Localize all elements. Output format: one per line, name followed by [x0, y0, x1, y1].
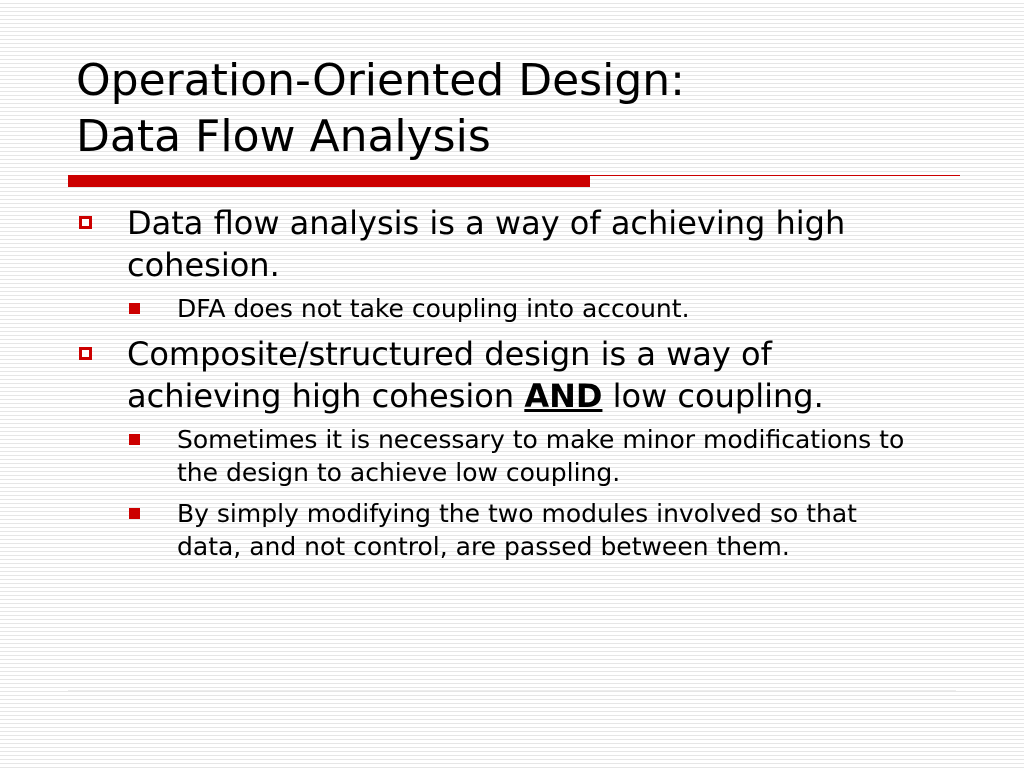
bullet-text-before: Composite/structured design is a way of achieving high cohesion [127, 335, 772, 415]
bullet-text: Data flow analysis is a way of achieving high cohesion. [127, 204, 846, 284]
bullet-list [76, 202, 936, 571]
title-line-2: Data Flow Analysis [76, 111, 491, 162]
slide-title [76, 53, 685, 165]
hollow-square-bullet-icon [79, 347, 92, 360]
sub-bullet-item [127, 497, 917, 563]
footer-divider [68, 690, 956, 691]
bullet-item [76, 333, 936, 563]
filled-square-bullet-icon [129, 434, 140, 445]
sub-bullet-item [127, 292, 917, 325]
sub-bullet-list [127, 423, 936, 563]
sub-bullet-text: DFA does not take coupling into account. [177, 294, 690, 323]
filled-square-bullet-icon [129, 508, 140, 519]
emphasis-and: AND [524, 377, 603, 415]
sub-bullet-item [127, 423, 917, 489]
filled-square-bullet-icon [129, 303, 140, 314]
title-underline-thin [590, 175, 960, 176]
bullet-text-after: low coupling. [602, 377, 824, 415]
sub-bullet-text: Sometimes it is necessary to make minor modifications to the design to achieve low coupling. [177, 425, 905, 487]
sub-bullet-list [127, 292, 936, 325]
sub-bullet-text: By simply modifying the two modules involved so that data, and not control, are passed between them. [177, 499, 857, 561]
title-underline-thick [68, 175, 590, 187]
title-line-1: Operation-Oriented Design: [76, 55, 685, 106]
hollow-square-bullet-icon [79, 216, 92, 229]
bullet-item [76, 202, 936, 325]
